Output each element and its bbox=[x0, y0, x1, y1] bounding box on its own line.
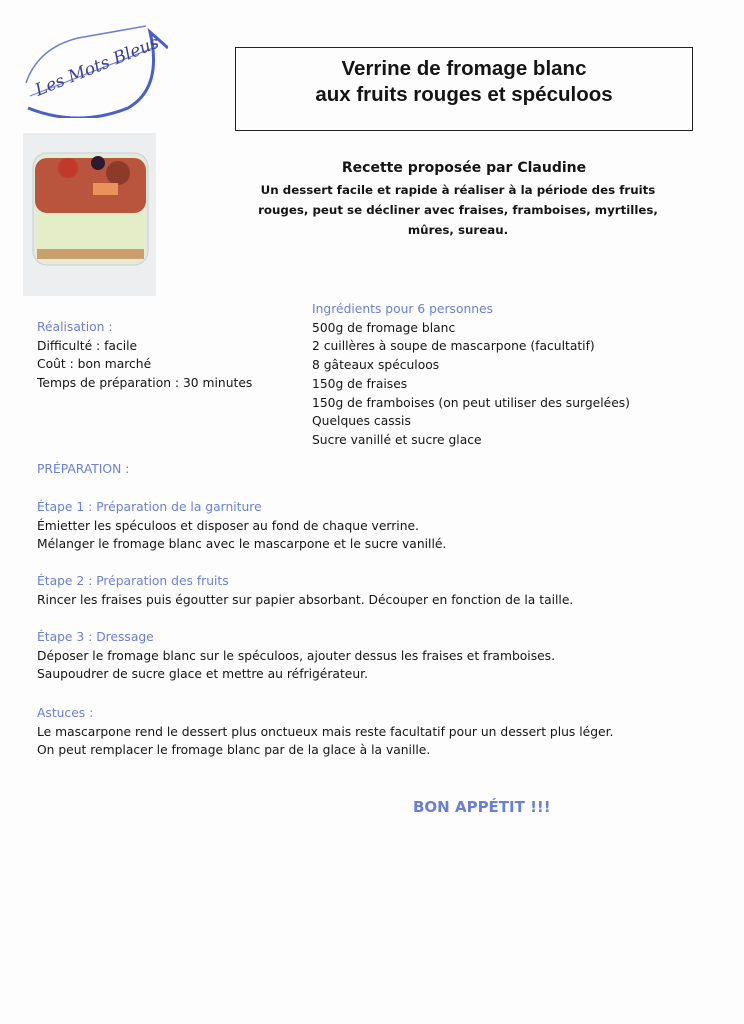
step-line: Émietter les spéculoos et disposer au fond de chaque verrine. bbox=[37, 518, 419, 533]
closing-text: BON APPÉTIT !!! bbox=[413, 798, 551, 816]
recipe-description: Un dessert facile et rapide à réaliser à la période des fruits rouges, peut se décliner avec fraises, framboises, myrtilles, mûres, sureau. bbox=[258, 183, 658, 237]
realisation-section bbox=[37, 318, 252, 393]
verrine-image bbox=[23, 133, 156, 296]
astuce-line: On peut remplacer le fromage blanc par de la glace à la vanille. bbox=[37, 743, 431, 758]
logo-swoosh-icon bbox=[18, 18, 168, 118]
title-line-2: aux fruits rouges et spéculoos bbox=[315, 83, 613, 106]
recipe-title bbox=[235, 47, 693, 131]
step-title: Étape 3 : Dressage bbox=[37, 630, 154, 644]
recipe-author: Recette proposée par Claudine bbox=[341, 160, 587, 176]
dessert-photo bbox=[23, 133, 156, 296]
step-line: Mélanger le fromage blanc avec le mascarpone et le sucre vanillé. bbox=[37, 537, 447, 552]
step-1 bbox=[37, 498, 446, 554]
step-3 bbox=[37, 628, 555, 684]
ingredient-item: 500g de fromage blanc bbox=[312, 320, 456, 335]
ingredient-item: 2 cuillères à soupe de mascarpone (facultatif) bbox=[312, 339, 595, 354]
step-line: Déposer le fromage blanc sur le spéculoos, ajouter dessus les fraises et framboises. bbox=[37, 648, 555, 663]
step-title: Étape 1 : Préparation de la garniture bbox=[37, 500, 262, 514]
ingredient-item: Sucre vanillé et sucre glace bbox=[312, 432, 482, 447]
astuces-section bbox=[37, 704, 613, 760]
astuces-heading: Astuces : bbox=[37, 706, 94, 720]
ingredient-item: 150g de fraises bbox=[312, 376, 408, 391]
title-line-1: Verrine de fromage blanc bbox=[341, 57, 587, 80]
step-line: Rincer les fraises puis égoutter sur papier absorbant. Découper en fonction de la taille. bbox=[37, 592, 574, 607]
astuce-line: Le mascarpone rend le dessert plus onctueux mais reste facultatif pour un dessert plus léger. bbox=[37, 724, 614, 739]
ingredient-item: Quelques cassis bbox=[312, 414, 411, 429]
preparation-heading: PRÉPARATION : bbox=[37, 462, 130, 476]
ingredients-section bbox=[312, 300, 630, 450]
ingredient-item: 8 gâteaux spéculoos bbox=[312, 358, 440, 373]
logo bbox=[18, 18, 168, 118]
realisation-item: Difficulté : facile bbox=[37, 338, 138, 353]
realisation-heading: Réalisation : bbox=[37, 320, 113, 334]
realisation-item: Coût : bon marché bbox=[37, 357, 152, 372]
step-2 bbox=[37, 572, 573, 609]
svg-text:Les Mots Bleus: Les Mots Bleus bbox=[32, 32, 163, 101]
ingredients-heading: Ingrédients pour 6 personnes bbox=[312, 302, 494, 316]
step-title: Étape 2 : Préparation des fruits bbox=[37, 574, 229, 588]
step-line: Saupoudrer de sucre glace et mettre au réfrigérateur. bbox=[37, 667, 368, 682]
ingredient-item: 150g de framboises (on peut utiliser des surgelées) bbox=[312, 395, 630, 410]
realisation-item: Temps de préparation : 30 minutes bbox=[37, 376, 253, 391]
